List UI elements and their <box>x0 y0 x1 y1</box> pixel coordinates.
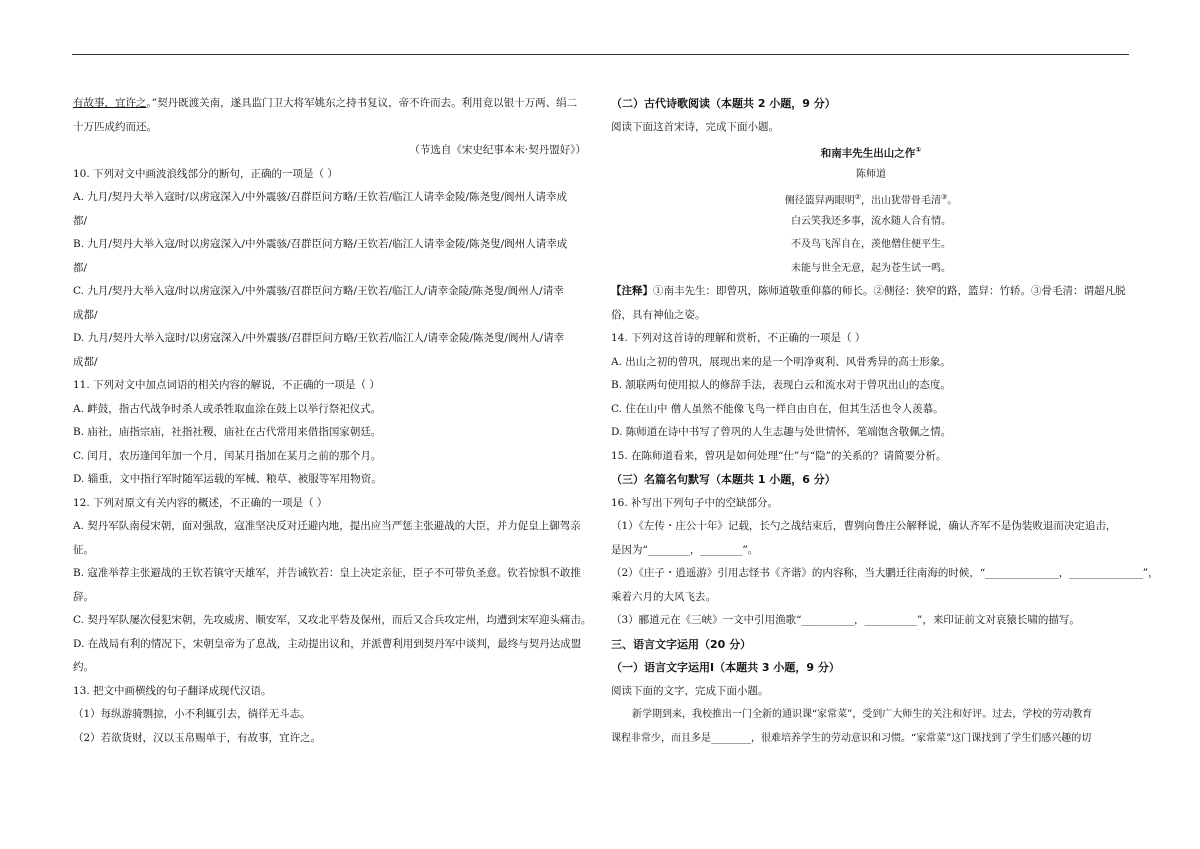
q12-option-d: D. 在战局有利的情况下，宋朝皇帝为了息战，主动提出议和，并派曹利用到契丹军中谈判，最终与契丹达成盟 <box>73 637 582 650</box>
poem-line-2: 白云笑我还多事，流水随人合有情。 <box>791 215 951 227</box>
question-14: 14. 下列对这首诗的理解和赏析，不正确的一项是（ ） <box>611 332 866 344</box>
q12-option-a-cont: 征。 <box>73 543 94 556</box>
question-13: 13. 把文中画横线的句子翻译成现代汉语。 <box>73 684 272 697</box>
section-heading-recitation: （三）名篇名句默写（本题共 1 小题，6 分） <box>611 473 836 486</box>
q16-item-3: （3）郦道元在《三峡》一文中引用渔歌“__________，__________”，来印证前文对哀猿长啸的描写。 <box>611 614 1080 626</box>
q11-option-b: B. 庙社，庙指宗庙，社指社稷，庙社在古代常用来借指国家朝廷。 <box>73 426 382 438</box>
underlined-sentence: 有故事，宜许之 <box>73 97 147 109</box>
section-heading-language: 三、语言文字运用（20 分） <box>611 637 752 651</box>
q12-option-b: B. 寇准举荐主张避战的王钦若镇守天雄军，并告诫钦若：皇上决定亲征，臣子不可带负圣意。钦若惊惧不敢推 <box>73 567 581 579</box>
q10-option-d: D. 九月/契丹大举入寇时/以虏寇深入/中外震骇/召群臣问方略/王钦若/临江人/请幸金陵/陈尧叟/阆州人/请幸 <box>73 332 565 344</box>
poetry-intro: 阅读下面这首宋诗，完成下面小题。 <box>611 120 779 133</box>
q14-option-d: D. 陈师道在诗中书写了曾巩的人生志趣与处世情怀，笔端饱含敬佩之情。 <box>611 426 952 438</box>
language-passage-line-2: 课程非常少，而且多是________，很难培养学生的劳动意识和习惯。“家常菜”这门课找到了学生们感兴趣的切 <box>611 732 1092 744</box>
poem-author: 陈师道 <box>856 168 886 180</box>
q10-option-c-cont: 成都/ <box>73 308 98 321</box>
poem-line-3: 不及鸟飞浑自在，羡他僧住便平生。 <box>791 239 951 250</box>
section-heading-poetry: （二）古代诗歌阅读（本题共 2 小题，9 分） <box>611 97 836 110</box>
q14-option-b: B. 颔联两句使用拟人的修辞手法，表现白云和流水对于曾巩出山的态度。 <box>611 379 951 391</box>
q11-option-c: C. 闰月，农历逢闰年加一个月，闰某月指加在某月之前的那个月。 <box>73 449 382 462</box>
q16-item-2-cont: 乘着六月的大风飞去。 <box>611 590 716 603</box>
question-10: 10. 下列对文中画波浪线部分的断句，正确的一项是（ ） <box>73 167 338 180</box>
q14-option-c: C. 住在山中 僧人虽然不能像飞鸟一样自由自在，但其生活也令人羡慕。 <box>611 402 944 415</box>
q13-item-1: （1）每纵游骑剽掠，小不利辄引去，徜徉无斗志。 <box>73 708 311 720</box>
passage-line: 十万匹成约而还。 <box>73 120 157 133</box>
poem-line-4: 未能与世全无意，起为苍生试一鸣。 <box>791 262 951 274</box>
passage-source: （节选自《宋史纪事本末·契丹盟好》） <box>409 144 586 156</box>
q10-option-a-cont: 都/ <box>73 214 88 227</box>
q16-item-1: （1）《左传・庄公十年》记载，长勺之战结束后，曹刿向鲁庄公解释说，确认齐军不是伪装败退而决定追击， <box>611 520 1117 532</box>
subsection-heading-language-1: （一）语言文字运用Ⅰ（本题共 3 小题，9 分） <box>611 661 840 674</box>
question-15: 15. 在陈师道看来，曾巩是如何处理“仕”与“隐”的关系的？请简要分析。 <box>611 449 947 462</box>
q10-option-c: C. 九月/契丹大举入寇/时以虏寇深入/中外震骇/召群臣问方略/王钦若/临江人/请幸金陵/陈尧叟/阆州人/请幸 <box>73 285 564 297</box>
language-passage-line-1: 新学期到来，我校推出一门全新的通识课“家常菜”，受到广大师生的关注和好评。过去，学校的劳动教育 <box>632 709 1093 720</box>
q10-option-b-cont: 都/ <box>73 261 88 274</box>
left-column <box>73 92 592 750</box>
q16-item-2: （2）《庄子・逍遥游》引用志怪书《齐谐》的内容称，当大鹏迁往南海的时候，“______________，______________”， <box>611 567 1159 579</box>
q10-option-b: B. 九月/契丹大举入寇/时以虏寇深入/中外震骇/召群臣问方略/王钦若/临江人请幸金陵/陈尧叟/阆州人请幸成 <box>73 238 568 250</box>
poem-notes: 【注释】①南丰先生：即曾巩，陈师道敬重仰慕的师长。②侧径：狭窄的路，篮舁：竹轿。③骨毛清：谓超凡脱俗，具有神仙之姿。 <box>611 285 1126 321</box>
q12-option-a: A. 契丹军队南侵宋朝，面对强敌，寇准坚决反对迁避内地，提出应当严惩主张避战的大臣，并力促皇上御驾亲 <box>73 520 581 532</box>
poem-title: 和南丰先生出山之作① <box>820 146 922 160</box>
q11-option-d: D. 辎重，文中指行军时随军运载的军械、粮草、被服等军用物资。 <box>73 473 382 485</box>
question-11: 11. 下列对文中加点词语的相关内容的解说，不正确的一项是（ ） <box>73 379 380 391</box>
question-12: 12. 下列对原文有关内容的概述，不正确的一项是（ ） <box>73 496 328 509</box>
q10-option-a: A. 九月/契丹大举入寇时/以虏寇深入/中外震骇/召群臣问方略/王钦若/临江人请幸金陵/陈尧叟/阆州人请幸成 <box>73 191 568 203</box>
poem-line-1: 侧径篮舁两眼明②，出山犹带骨毛清③。 <box>784 193 958 207</box>
question-16: 16. 补写出下列句子中的空缺部分。 <box>611 496 779 509</box>
q10-option-d-cont: 成都/ <box>73 355 98 368</box>
right-column <box>611 92 1159 750</box>
passage-line: 有故事，宜许之。”契丹既渡关南，遂具监门卫大将军姚东之持书复议，帝不许而去。利用竟以银十万两、绢二 <box>73 97 578 109</box>
q12-option-c: C. 契丹军队屡次侵犯宋朝，先攻威虏、顺安军，又攻北平砦及保州，而后又合兵攻定州，均遭到宋军迎头痛击。 <box>73 614 592 626</box>
page-header-rule <box>72 54 1129 55</box>
q14-option-a: A. 出山之初的曾巩，展现出来的是一个明净爽利、风骨秀异的高士形象。 <box>611 355 951 368</box>
q12-option-d-cont: 约。 <box>73 661 94 673</box>
q16-item-1-cont: 是因为“________，________”。 <box>611 543 759 556</box>
q11-option-a: A. 衅鼓，指古代战争时杀人或杀牲取血涂在鼓上以举行祭祀仪式。 <box>73 402 382 415</box>
q13-item-2: （2）若欲货财，汉以玉帛赐单于，有故事，宜许之。 <box>73 731 322 744</box>
language-intro: 阅读下面的文字，完成下面小题。 <box>611 684 769 697</box>
q12-option-b-cont: 辞。 <box>73 590 94 603</box>
